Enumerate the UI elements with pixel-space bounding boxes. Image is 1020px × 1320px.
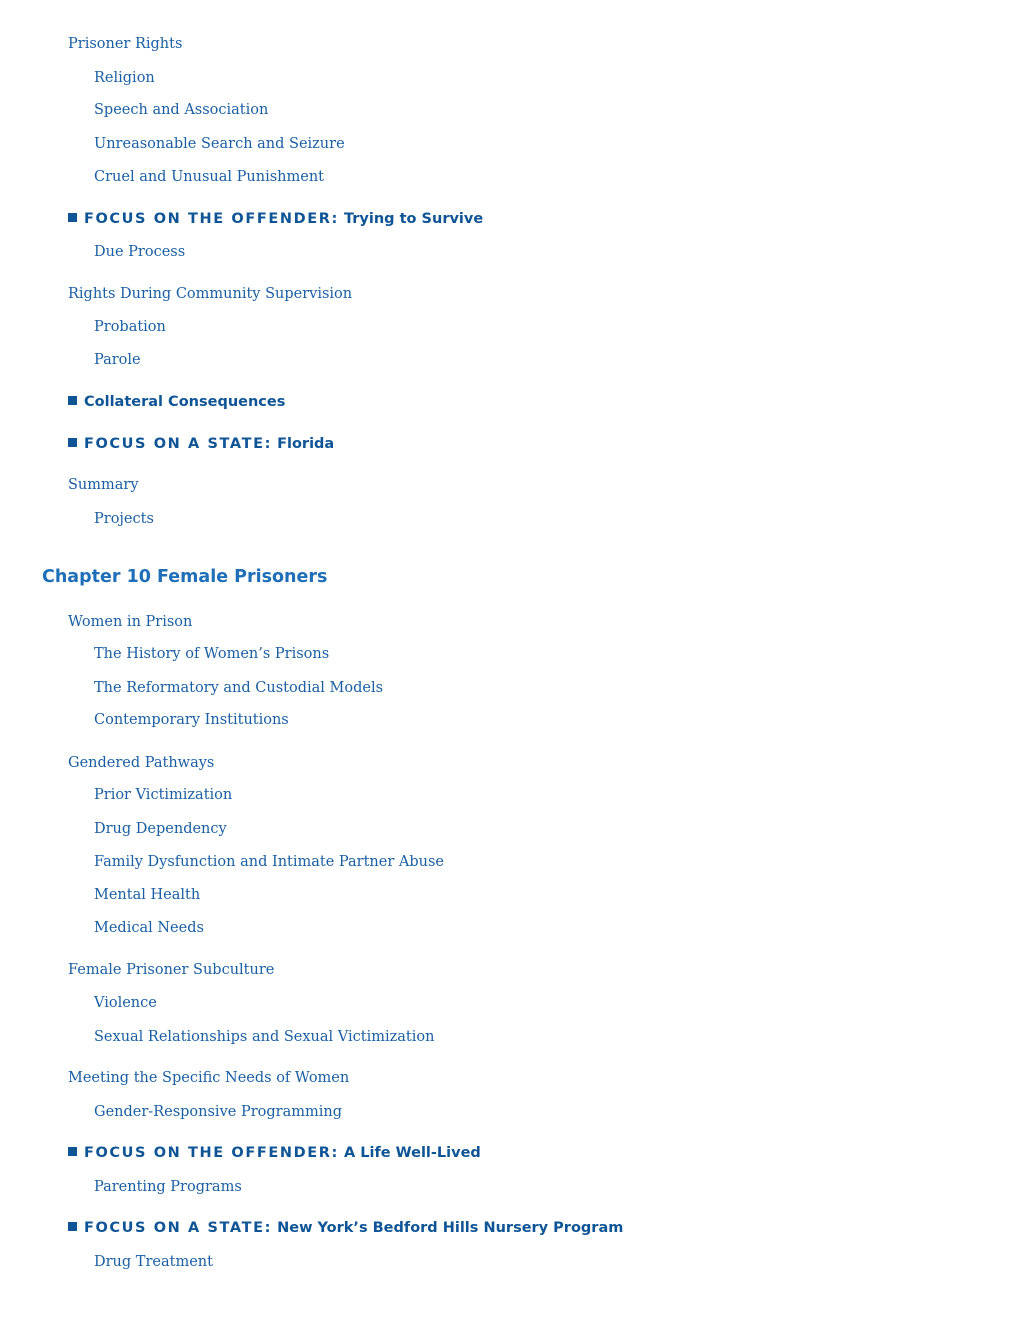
toc-drug-dependency[interactable]: Drug Dependency [94, 821, 227, 837]
toc-chapter-10-title[interactable]: Chapter 10 Female Prisoners [42, 567, 328, 587]
toc-history-womens-prisons[interactable]: The History of Women’s Prisons [94, 646, 330, 662]
toc-gendered-pathways[interactable]: Gendered Pathways [68, 755, 215, 771]
box-title: New York’s Bedford Hills Nursery Program [277, 1220, 624, 1236]
bullet-square-icon [68, 1147, 77, 1156]
toc-rights-community-supervision[interactable]: Rights During Community Supervision [68, 286, 353, 302]
toc-due-process[interactable]: Due Process [94, 244, 186, 260]
box-label: FOCUS ON A STATE: [84, 1220, 273, 1236]
toc-cruel-unusual-punishment[interactable]: Cruel and Unusual Punishment [94, 169, 324, 185]
toc-focus-state-bedford-hills[interactable] [68, 1219, 623, 1237]
toc-parole[interactable]: Parole [94, 352, 141, 368]
toc-sexual-relationships[interactable]: Sexual Relationships and Sexual Victimization [94, 1029, 435, 1045]
bullet-square-icon [68, 213, 77, 222]
box-label: FOCUS ON A STATE: [84, 436, 273, 452]
toc-medical-needs[interactable]: Medical Needs [94, 920, 204, 936]
box-title: Florida [277, 436, 335, 452]
bullet-square-icon [68, 1222, 77, 1231]
toc-focus-state-florida[interactable] [68, 435, 334, 453]
box-title: A Life Well-Lived [343, 1145, 481, 1161]
toc-reformatory-custodial-models[interactable]: The Reformatory and Custodial Models [94, 680, 384, 696]
toc-prior-victimization[interactable]: Prior Victimization [94, 787, 233, 803]
toc-projects[interactable]: Projects [94, 511, 154, 527]
toc-female-prisoner-subculture[interactable]: Female Prisoner Subculture [68, 962, 275, 978]
toc-women-in-prison[interactable]: Women in Prison [68, 614, 193, 630]
toc-violence[interactable]: Violence [94, 995, 157, 1011]
box-label: FOCUS ON THE OFFENDER: [84, 211, 339, 227]
toc-speech-and-association[interactable]: Speech and Association [94, 102, 269, 118]
toc-probation[interactable]: Probation [94, 319, 166, 335]
toc-parenting-programs[interactable]: Parenting Programs [94, 1179, 242, 1195]
box-title: Collateral Consequences [84, 394, 286, 410]
toc-gender-responsive-programming[interactable]: Gender-Responsive Programming [94, 1104, 342, 1120]
toc-focus-offender-life-well-lived[interactable] [68, 1144, 481, 1162]
toc-specific-needs-women[interactable]: Meeting the Specific Needs of Women [68, 1070, 350, 1086]
toc-prisoner-rights[interactable]: Prisoner Rights [68, 36, 183, 52]
toc-contemporary-institutions[interactable]: Contemporary Institutions [94, 712, 289, 728]
toc-collateral-consequences[interactable] [68, 393, 285, 411]
toc-family-dysfunction[interactable]: Family Dysfunction and Intimate Partner Abuse [94, 854, 445, 870]
bullet-square-icon [68, 438, 77, 447]
toc-religion[interactable]: Religion [94, 70, 155, 86]
toc-drug-treatment[interactable]: Drug Treatment [94, 1254, 213, 1270]
bullet-square-icon [68, 396, 77, 405]
box-title: Trying to Survive [343, 211, 484, 227]
toc-summary[interactable]: Summary [68, 477, 139, 493]
box-label: FOCUS ON THE OFFENDER: [84, 1145, 339, 1161]
toc-mental-health[interactable]: Mental Health [94, 887, 201, 903]
toc-unreasonable-search[interactable]: Unreasonable Search and Seizure [94, 136, 345, 152]
toc-focus-offender-trying-to-survive[interactable] [68, 210, 483, 228]
